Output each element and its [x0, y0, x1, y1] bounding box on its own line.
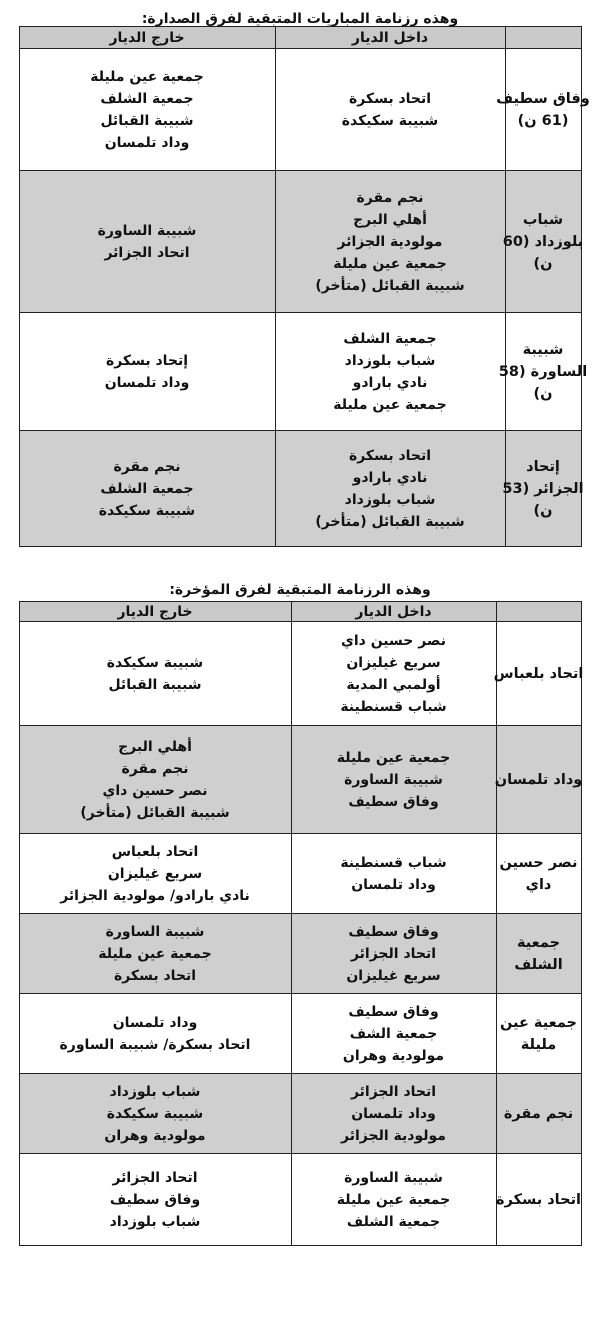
cell-home: [275, 431, 505, 547]
match-opponent: شبيبة الساورة: [105, 923, 205, 940]
team-name: (61 ن): [517, 112, 569, 129]
match-opponent: وفاق سطيف: [348, 1003, 439, 1020]
table-row: [19, 49, 581, 171]
match-opponent: وداد تلمسان: [112, 1014, 198, 1031]
match-opponent: جمعية الشلف: [100, 90, 194, 107]
team-name: الشلف: [514, 956, 563, 973]
cell-away: [19, 49, 275, 171]
cell-home: [291, 914, 496, 994]
match-opponent: اتحاد بسكرة: [348, 447, 432, 464]
match-opponent: نادي بارادو: [352, 374, 428, 391]
cell-team: [496, 914, 581, 994]
match-opponent: أهلي البرج: [353, 211, 427, 228]
cell-away: [19, 994, 291, 1074]
header-team: [496, 602, 581, 622]
match-opponent: وفاق سطيف: [348, 793, 439, 810]
cell-home: [291, 1074, 496, 1154]
match-opponent: شبيبة القبائل (متأخر): [80, 804, 230, 821]
cell-team: [496, 1074, 581, 1154]
cell-away: [19, 726, 291, 834]
match-opponent: جمعية عين مليلة: [90, 68, 204, 85]
team-name: شبيبة: [522, 341, 564, 358]
cell-home: [275, 313, 505, 431]
match-opponent: جمعية عين مليلة: [336, 1191, 451, 1208]
match-opponent: نصر حسين داي: [341, 632, 446, 649]
match-opponent: مولودية الجزائر: [341, 1127, 446, 1144]
table-row: [19, 1154, 581, 1246]
cell-team: [496, 726, 581, 834]
match-opponent: اتحاد بلعباس: [111, 843, 199, 860]
match-opponent: نادي بارادو: [352, 469, 428, 486]
team-name: داي: [525, 876, 552, 893]
match-opponent: جمعية الشلف: [343, 330, 437, 347]
team-name: ن): [533, 255, 553, 272]
bottom-schedule-title: وهذه الرزنامة المتبقية لفرق المؤخرة:: [169, 582, 431, 598]
match-opponent: نادي بارادو/ مولودية الجزائر: [60, 887, 250, 904]
table-row: [19, 994, 581, 1074]
match-opponent: إتحاد بسكرة: [105, 352, 189, 369]
cell-home: [291, 622, 496, 726]
match-opponent: مولودية وهران: [104, 1127, 206, 1144]
team-name: الساورة (58: [498, 363, 588, 380]
header-team: [505, 27, 581, 49]
cell-away: [19, 171, 275, 313]
table-row: [19, 914, 581, 994]
header-away: خارج الديار: [19, 27, 275, 49]
match-opponent: جمعية الشلف: [346, 1213, 441, 1230]
match-opponent: سريع غيليزان: [107, 865, 203, 882]
match-opponent: وداد تلمسان: [104, 134, 190, 151]
cell-team: [496, 834, 581, 914]
match-opponent: مولودية الجزائر: [337, 233, 443, 250]
team-name: ن): [533, 385, 553, 402]
cell-team: [498, 313, 588, 431]
team-name: وداد تلمسان: [494, 771, 583, 788]
bottom-table-body: [19, 622, 584, 1246]
match-opponent: اتحاد بسكرة: [113, 967, 197, 984]
match-opponent: جمعية عين مليلة: [336, 749, 451, 766]
match-opponent: شباب بلوزداد: [109, 1213, 201, 1230]
cell-team: [496, 49, 590, 171]
match-opponent: شبيبة الساورة: [97, 222, 197, 239]
header-row: [19, 27, 581, 49]
match-opponent: شبيبة القبائل: [100, 112, 194, 129]
cell-home: [275, 171, 505, 313]
cell-team: [502, 431, 584, 547]
match-opponent: أولمبي المدية: [346, 676, 441, 693]
match-opponent: شباب قسنطينة: [340, 698, 447, 715]
match-opponent: شبيبة القبائل (متأخر): [315, 513, 465, 530]
match-opponent: شبيبة سكيكدة: [106, 654, 204, 671]
match-opponent: وداد تلمسان: [351, 876, 436, 893]
team-name: إتحاد: [526, 458, 560, 475]
header-home: داخل الديار: [275, 27, 505, 49]
team-name: وفاق سطيف: [496, 90, 590, 107]
leaders-schedule-title: وهذه رزنامة المباريات المتبقية لفرق الصدارة:: [141, 11, 459, 27]
team-name: ن): [533, 502, 553, 519]
cell-away: [19, 834, 291, 914]
cell-home: [291, 1154, 496, 1246]
match-opponent: جمعية الشف: [349, 1025, 438, 1042]
match-opponent: جمعية عين مليلة: [333, 255, 447, 272]
cell-home: [291, 994, 496, 1074]
match-opponent: شبيبة القبائل (متأخر): [315, 277, 465, 294]
match-opponent: جمعية الشلف: [100, 480, 194, 497]
team-name: اتحاد بسكرة: [495, 1191, 581, 1208]
match-opponent: سريع غيليزان: [346, 967, 441, 984]
match-opponent: سريع غيليزان: [346, 654, 441, 671]
match-opponent: شبيبة القبائل: [108, 676, 202, 693]
team-name: جمعية: [516, 934, 561, 951]
match-opponent: وفاق سطيف: [348, 923, 439, 940]
team-name: نصر حسين: [499, 854, 578, 871]
cell-away: [19, 622, 291, 726]
table-row: [19, 171, 581, 313]
match-opponent: نجم مقرة: [121, 760, 189, 777]
match-opponent: مولودية وهران: [342, 1047, 445, 1064]
match-opponent: شباب بلوزداد: [109, 1083, 201, 1100]
table-row: [19, 726, 581, 834]
team-name: نجم مقرة: [503, 1105, 574, 1122]
team-name: اتحاد بلعباس: [493, 665, 584, 682]
match-opponent: أهلي البرج: [118, 738, 192, 755]
match-opponent: اتحاد الجزائر: [104, 244, 190, 261]
match-opponent: شبيبة الساورة: [344, 1169, 443, 1186]
cell-away: [19, 313, 275, 431]
cell-away: [19, 1154, 291, 1246]
match-opponent: نصر حسين داي: [102, 782, 208, 799]
bottom-schedule-table: [19, 601, 582, 1246]
table-row: [19, 431, 581, 547]
match-opponent: جمعية عين مليلة: [333, 396, 447, 413]
team-name: الجزائر (53: [502, 480, 584, 497]
match-opponent: جمعية عين مليلة: [98, 945, 212, 962]
match-opponent: شبيبة سكيكدة: [106, 1105, 204, 1122]
leaders-schedule-table: [19, 26, 590, 547]
cell-team: [496, 1154, 581, 1246]
match-opponent: وداد تلمسان: [104, 374, 190, 391]
match-opponent: شباب قسنطينة: [340, 854, 447, 871]
header-row: [19, 602, 581, 622]
match-opponent: وفاق سطيف: [109, 1191, 201, 1208]
cell-home: [291, 726, 496, 834]
team-name: شباب: [522, 211, 564, 228]
team-name: مليلة: [520, 1036, 557, 1053]
header-away: خارج الديار: [19, 602, 291, 622]
match-opponent: نجم مقرة: [356, 189, 424, 206]
table-row: [19, 834, 581, 914]
leaders-table-body: [19, 49, 590, 547]
match-opponent: نجم مقرة: [113, 458, 181, 475]
cell-away: [19, 914, 291, 994]
header-home: داخل الديار: [291, 602, 496, 622]
match-opponent: اتحاد بسكرة: [348, 90, 432, 107]
cell-away: [19, 1074, 291, 1154]
match-opponent: شبيبة سكيكدة: [341, 112, 439, 129]
match-opponent: اتحاد الجزائر: [350, 945, 437, 962]
match-opponent: اتحاد بسكرة/ شبيبة الساورة: [59, 1036, 251, 1053]
match-opponent: اتحاد الجزائر: [112, 1169, 198, 1186]
cell-home: [291, 834, 496, 914]
table-row: [19, 313, 581, 431]
match-opponent: وداد تلمسان: [351, 1105, 436, 1122]
cell-team: [493, 622, 584, 726]
team-name: بلوزداد (60: [502, 233, 584, 250]
cell-home: [275, 49, 505, 171]
cell-team: [496, 994, 581, 1074]
cell-team: [502, 171, 584, 313]
match-opponent: شباب بلوزداد: [344, 491, 436, 508]
table-row: [19, 1074, 581, 1154]
match-opponent: شبيبة سكيكدة: [98, 502, 196, 519]
table-row: [19, 622, 581, 726]
cell-away: [19, 431, 275, 547]
match-opponent: شباب بلوزداد: [344, 352, 436, 369]
match-opponent: اتحاد الجزائر: [350, 1083, 437, 1100]
match-opponent: شبيبة الساورة: [344, 771, 443, 788]
team-name: جمعية عين: [500, 1014, 577, 1031]
